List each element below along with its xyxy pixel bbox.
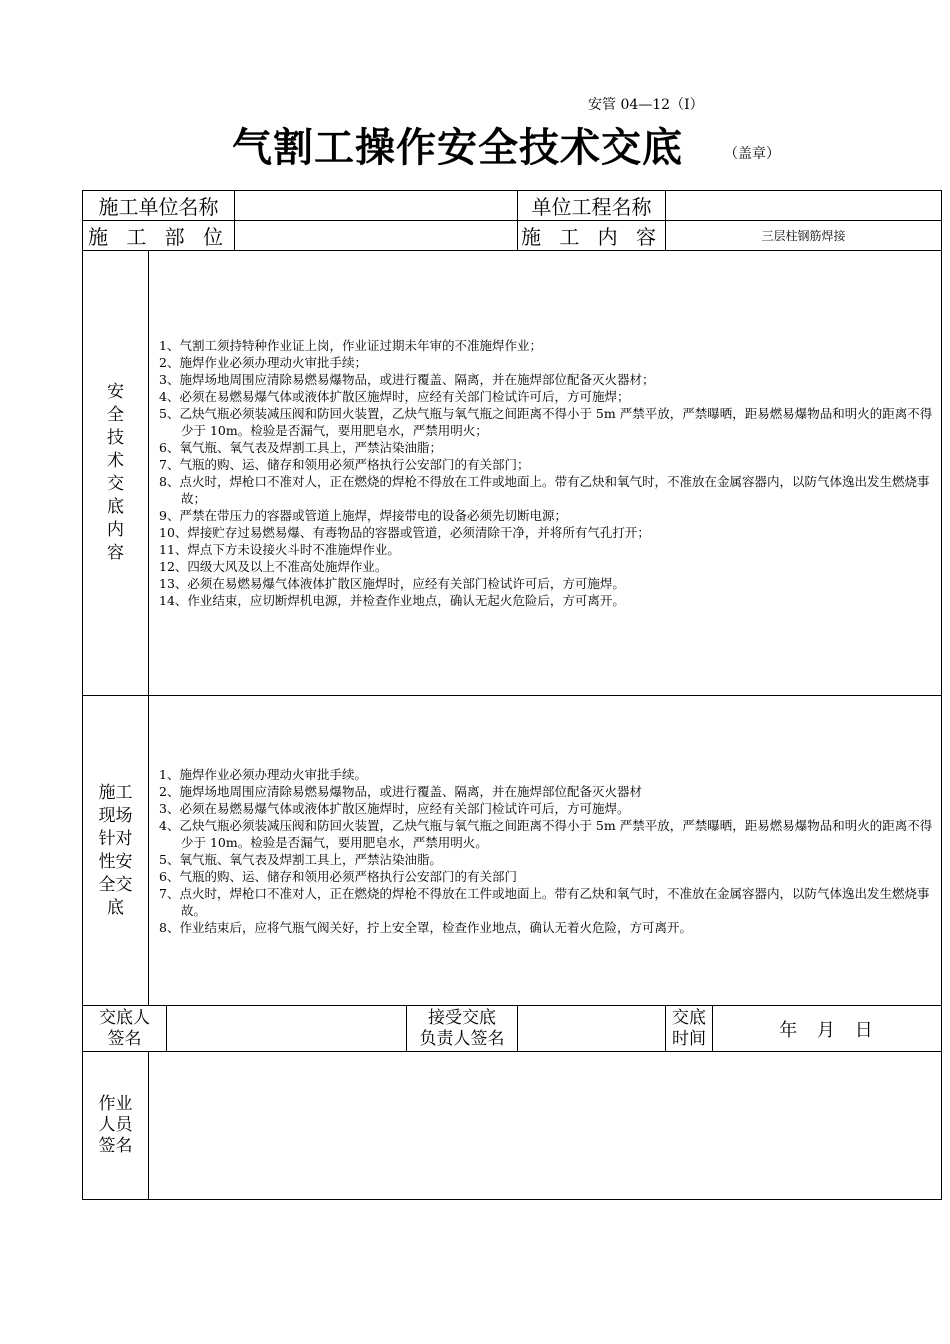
worker-sign-field[interactable] xyxy=(149,1052,942,1200)
unit-name-label: 施工单位名称 xyxy=(83,191,235,221)
list-item: 1、气割工须持特种作业证上岗，作业证过期未年审的不准施焊作业； xyxy=(159,338,542,353)
list-item: 5、乙炔气瓶必须装减压阀和防回火装置，乙炔气瓶与氧气瓶之间距离不得小于 5m 严禁平放，严禁曝晒，距易燃易爆物品和明火的距离不得少于 10m。检验是否漏气，要用肥皂水，严禁用明火； xyxy=(159,406,933,438)
form-code: 安管 04—12（I） xyxy=(588,97,704,113)
list-item: 6、气瓶的购、运、储存和领用必须严格执行公安部门的有关部门 xyxy=(159,868,517,884)
part-field[interactable] xyxy=(235,221,518,251)
list-item: 7、气瓶的购、运、储存和领用必须严格执行公安部门的有关部门； xyxy=(159,457,530,472)
briefing-time-label: 交底 时间 xyxy=(666,1006,713,1052)
site-items-list xyxy=(159,766,935,936)
receiver-sign-field[interactable] xyxy=(518,1006,666,1052)
list-item: 2、施焊作业必须办理动火审批手续； xyxy=(159,355,367,370)
list-item: 13、必须在易燃易爆气体液体扩散区施焊时，应经有关部门检试许可后，方可施焊。 xyxy=(159,576,625,591)
list-item: 6、氧气瓶、氧气表及焊割工具上，严禁沾染油脂； xyxy=(159,440,442,455)
list-item: 1、施焊作业必须办理动火审批手续。 xyxy=(159,766,367,782)
list-item: 14、作业结束，应切断焊机电源，并检查作业地点，确认无起火危险后，方可离开。 xyxy=(159,593,625,608)
list-item: 9、严禁在带压力的容器或管道上施焊，焊接带电的设备必须先切断电源； xyxy=(159,508,567,523)
project-name-label: 单位工程名称 xyxy=(518,191,666,221)
list-item: 2、施焊场地周围应清除易燃易爆物品，或进行覆盖、隔离，并在施焊部位配备灭火器材 xyxy=(159,783,642,799)
list-item: 8、作业结束后，应将气瓶气阀关好，拧上安全罩，检查作业地点，确认无着火危险，方可离开。 xyxy=(159,919,692,935)
briefing-form xyxy=(82,190,942,1200)
list-item: 5、氧气瓶、氧气表及焊割工具上，严禁沾染油脂。 xyxy=(159,851,442,867)
document-title: 气割工操作安全技术交底 xyxy=(232,125,683,171)
giver-sign-label: 交底人 签名 xyxy=(83,1006,167,1052)
content-field[interactable]: 三层柱钢筋焊接 xyxy=(666,221,942,251)
worker-sign-label: 作业 人员 签名 xyxy=(83,1052,149,1200)
giver-sign-field[interactable] xyxy=(167,1006,407,1052)
list-item: 10、焊接贮存过易燃易爆、有毒物品的容器或管道，必须清除干净，并将所有气孔打开； xyxy=(159,525,650,540)
safety-items-list xyxy=(159,337,935,609)
list-item: 11、焊点下方未设接火斗时不准施焊作业。 xyxy=(159,542,400,557)
seal-note: （盖章） xyxy=(724,146,780,162)
briefing-date-field[interactable]: 年 月 日 xyxy=(713,1006,942,1052)
list-item: 3、必须在易燃易爆气体或液体扩散区施焊时，应经有关部门检试许可后，方可施焊。 xyxy=(159,800,630,816)
site-specific-label: 施工 现场 针对 性安 全交 底 xyxy=(83,696,149,1006)
list-item: 7、点火时，焊枪口不准对人，正在燃烧的焊枪不得放在工件或地面上。带有乙炔和氧气时，不准放在金属容器内，以防气体逸出发生燃烧事故。 xyxy=(159,885,930,918)
list-item: 8、点火时，焊枪口不准对人，正在燃烧的焊枪不得放在工件或地面上。带有乙炔和氧气时，不准放在金属容器内，以防气体逸出发生燃烧事故； xyxy=(159,474,930,506)
list-item: 12、四级大风及以上不准高处施焊作业。 xyxy=(159,559,388,574)
site-content-area xyxy=(149,696,942,1006)
safety-content-label: 安 全 技 术 交 底 内 容 xyxy=(83,251,149,696)
content-label: 施 工 内 容 xyxy=(518,221,666,251)
list-item: 4、乙炔气瓶必须装减压阀和防回火装置，乙炔气瓶与氧气瓶之间距离不得小于 5m 严禁平放，严禁曝晒，距易燃易爆物品和明火的距离不得少于 10m。检验是否漏气，要用肥皂水，严禁用明火。 xyxy=(159,817,933,850)
list-item: 4、必须在易燃易爆气体或液体扩散区施焊时，应经有关部门检试许可后，方可施焊； xyxy=(159,389,630,404)
list-item: 3、施焊场地周围应清除易燃易爆物品，或进行覆盖、隔离，并在施焊部位配备灭火器材； xyxy=(159,372,655,387)
receiver-sign-label: 接受交底 负责人签名 xyxy=(407,1006,518,1052)
safety-content-area xyxy=(149,251,942,696)
unit-name-field[interactable] xyxy=(235,191,518,221)
part-label: 施 工 部 位 xyxy=(83,221,235,251)
project-name-field[interactable] xyxy=(666,191,942,221)
